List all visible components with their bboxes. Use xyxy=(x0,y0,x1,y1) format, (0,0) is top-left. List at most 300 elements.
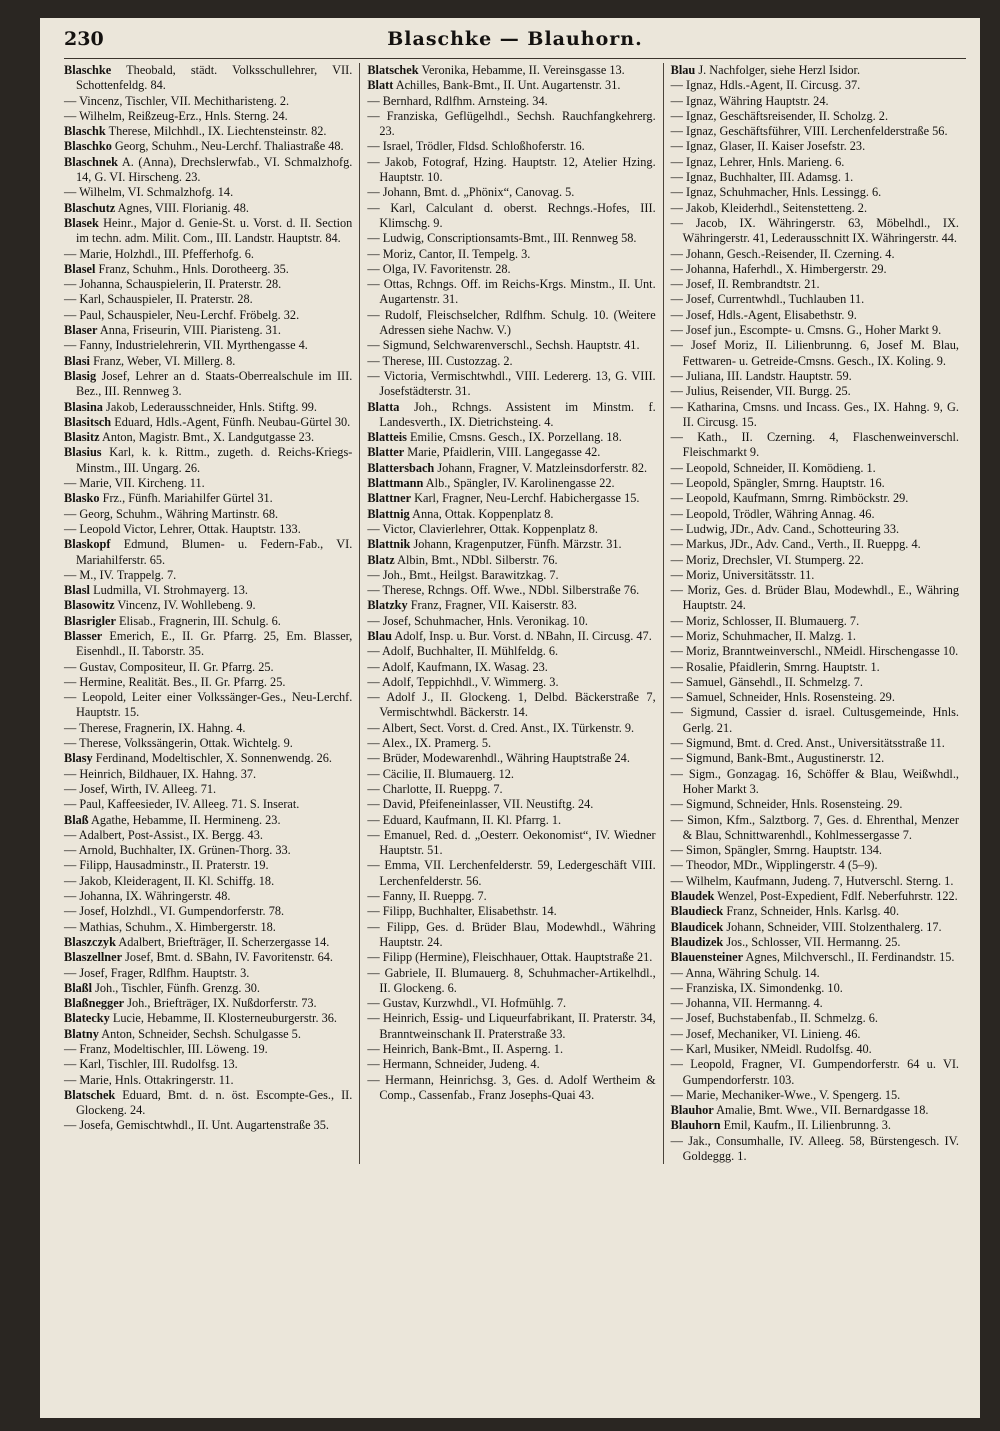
entry-surname: Blasina xyxy=(64,399,103,414)
directory-entry xyxy=(671,476,959,491)
entry-continuation-dash: — xyxy=(367,950,383,965)
entry-continuation-dash: — xyxy=(670,1087,687,1102)
entry-continuation-dash: — xyxy=(64,1072,80,1087)
entry-surname: Blattnig xyxy=(367,506,410,521)
entry-surname: Blatteis xyxy=(367,430,407,445)
entry-continuation-dash: — xyxy=(670,766,689,781)
entry-text: Ferdinand, Modeltischler, X. Sonnenwendg. 26. xyxy=(95,751,332,766)
directory-entry xyxy=(64,201,352,216)
directory-entry xyxy=(64,292,352,307)
entry-text: M., IV. Trappelg. 7. xyxy=(79,567,177,582)
entry-text: Ignaz, Geschäftsführer, VIII. Lerchenfelderstraße 56. xyxy=(686,124,948,139)
entry-surname: Blasko xyxy=(64,491,100,506)
directory-entry xyxy=(367,813,655,828)
entry-continuation-dash: — xyxy=(670,980,687,995)
directory-entry xyxy=(367,369,655,400)
directory-entry xyxy=(367,782,655,797)
entry-text: Wilhelm, Kaufmann, Judeng. 7, Hutverschl. Sterng. 1. xyxy=(685,873,954,888)
directory-entry xyxy=(671,262,959,277)
directory-entry xyxy=(367,767,655,782)
entry-continuation-dash: — xyxy=(670,460,687,475)
entry-text: Eduard, Kaufmann, II. Kl. Pfarrg. 1. xyxy=(382,812,562,827)
entry-text: Moriz, Drechsler, VI. Stumperg. 22. xyxy=(686,552,864,567)
entry-continuation-dash: — xyxy=(670,705,691,720)
entry-continuation-dash: — xyxy=(367,889,383,904)
entry-surname: Blauensteiner xyxy=(670,950,744,965)
entry-continuation-dash: — xyxy=(670,430,698,445)
entry-continuation-dash: — xyxy=(670,506,687,521)
entry-text: Heinrich, Bildhauer, IX. Hahng. 37. xyxy=(79,766,257,781)
directory-entry xyxy=(671,109,959,124)
entry-surname: Blatschek xyxy=(367,63,419,77)
entry-text: Karl, Tischler, III. Rudolfsg. 13. xyxy=(79,1057,238,1072)
directory-entry xyxy=(367,262,655,277)
entry-continuation-dash: — xyxy=(64,1057,80,1072)
entry-text: Wilhelm, Reißzeug-Erz., Hnls. Sterng. 24. xyxy=(79,108,288,123)
directory-entry xyxy=(671,63,959,78)
entry-continuation-dash: — xyxy=(64,1118,80,1133)
directory-entry xyxy=(64,124,352,139)
entry-text: Franziska, Geflügelhdl., Sechsh. Rauchfangkehrerg. 23. xyxy=(379,108,656,139)
entry-surname: Blaudieck xyxy=(670,904,724,919)
entry-surname: Blasitz xyxy=(64,430,100,445)
entry-continuation-dash: — xyxy=(64,889,80,904)
entry-text: Sigmund, Bank-Bmt., Augustinerstr. 12. xyxy=(686,751,885,766)
entry-text: Cäcilie, II. Blumauerg. 12. xyxy=(382,766,514,781)
directory-entry xyxy=(367,828,655,859)
entry-continuation-dash: — xyxy=(367,812,383,827)
entry-text: Olga, IV. Favoritenstr. 28. xyxy=(382,261,511,276)
entry-text: Karl, k. k. Rittm., zugeth. d. Reichs-Kriegs-Minstm., III. Ungarg. 26. xyxy=(76,445,353,475)
entry-continuation-dash: — xyxy=(670,736,687,751)
entry-surname: Blasrigler xyxy=(64,613,116,628)
entry-text: Karl, Schauspieler, II. Praterstr. 28. xyxy=(79,292,253,307)
directory-entry xyxy=(367,78,655,93)
directory-entry xyxy=(367,476,655,491)
entry-continuation-dash: — xyxy=(670,843,687,858)
directory-entry xyxy=(64,155,352,186)
entry-surname: Blatzky xyxy=(367,598,408,613)
directory-entry xyxy=(671,1057,959,1088)
entry-continuation-dash: — xyxy=(670,1042,687,1056)
entry-text: Moriz, Schlosser, II. Blumauerg. 7. xyxy=(686,613,860,628)
entry-text: Sigm., Gonzagag. 16, Schöffer & Blau, Weißwhdl., Hoher Markt 3. xyxy=(682,766,959,796)
entry-continuation-dash: — xyxy=(64,277,80,292)
directory-entry xyxy=(367,583,655,598)
entry-text: Franz, Schneider, Hnls. Karlsg. 40. xyxy=(726,904,900,919)
directory-entry xyxy=(367,507,655,522)
entry-surname: Blaszczyk xyxy=(64,934,116,949)
entry-text: Adolf, Buchhalter, II. Mühlfeldg. 6. xyxy=(382,644,559,659)
entry-surname: Blaszellner xyxy=(64,950,123,965)
entry-continuation-dash: — xyxy=(670,170,687,185)
entry-surname: Blatny xyxy=(64,1026,99,1041)
entry-continuation-dash: — xyxy=(367,996,383,1011)
entry-text: Agathe, Hebamme, II. Hermineng. 23. xyxy=(91,812,281,827)
directory-entry xyxy=(367,461,655,476)
entry-surname: Blaßnegger xyxy=(64,996,125,1011)
entry-text: Jakob, Fotograf, Hzing. Hauptstr. 12, Atelier Hzing. Hauptstr. 10. xyxy=(379,154,656,185)
directory-entry xyxy=(64,843,352,858)
entry-continuation-dash: — xyxy=(367,154,386,169)
entry-text: Leopold, Kaufmann, Smrng. Rimböckstr. 29. xyxy=(686,491,909,506)
entry-continuation-dash: — xyxy=(670,812,688,827)
entry-text: Jakob, Kleiderhdl., Seitenstetteng. 2. xyxy=(686,200,868,215)
entry-text: Josef, Hdls.-Agent, Elisabethstr. 9. xyxy=(686,307,857,322)
entry-text: Theodor, MDr., Wipplingerstr. 4 (5–9). xyxy=(685,858,878,873)
entry-continuation-dash: — xyxy=(670,215,696,230)
entry-continuation-dash: — xyxy=(670,154,687,169)
directory-entry xyxy=(64,139,352,154)
entry-text: Wilhelm, VI. Schmalzhofg. 14. xyxy=(79,185,234,200)
directory-entry xyxy=(64,767,352,782)
directory-entry xyxy=(367,1011,655,1042)
entry-text: Amalie, Bmt. Wwe., VII. Bernardgasse 18. xyxy=(716,1103,929,1118)
entry-continuation-dash: — xyxy=(670,108,687,123)
column-1 xyxy=(64,63,359,1164)
directory-entry xyxy=(367,920,655,951)
directory-entry xyxy=(367,797,655,812)
entry-text: Hermann, Heinrichsg. 3, Ges. d. Adolf Wertheim & Comp., Cassenfab., Franz Josephs-Quai 43. xyxy=(379,1072,656,1102)
directory-page xyxy=(40,18,980,1418)
entry-text: Filipp, Hausadminstr., II. Praterstr. 19. xyxy=(79,858,269,873)
entry-continuation-dash: — xyxy=(367,368,384,383)
entry-text: Adolf, Teppichhdl., V. Wimmerg. 3. xyxy=(382,674,559,689)
directory-entry xyxy=(671,966,959,981)
entry-text: Josef, Frager, Rdlfhm. Hauptstr. 3. xyxy=(79,965,250,980)
entry-text: Marie, Hnls. Ottakringerstr. 11. xyxy=(79,1072,234,1087)
directory-entry xyxy=(671,660,959,675)
entry-text: Adolf J., II. Glockeng. 1, Delbd. Bäckerstraße 7, Vermischtwhdl. Bäckerstr. 14. xyxy=(379,690,656,720)
entry-text: Josef, Buchstabenfab., II. Schmelzg. 6. xyxy=(686,1011,878,1026)
entry-text: Georg, Schuhm., Neu-Lerchf. Thaliastraße 48. xyxy=(114,139,344,154)
entry-text: Ignaz, Glaser, II. Kaiser Josefstr. 23. xyxy=(686,139,866,154)
entry-surname: Blattmann xyxy=(367,476,424,491)
directory-entry xyxy=(671,461,959,476)
directory-entry xyxy=(671,736,959,751)
entry-text: Jacob, IX. Währingerstr. 63, Möbelhdl., IX. Währingerstr. 41, Lederausschnitt IX. Währingerstr. 44. xyxy=(682,215,959,246)
entry-continuation-dash: — xyxy=(64,93,80,108)
entry-text: Ignaz, Hdls.-Agent, II. Circusg. 37. xyxy=(686,78,861,93)
directory-entry xyxy=(64,1088,352,1119)
entry-text: Heinrich, Bank-Bmt., II. Asperng. 1. xyxy=(382,1042,564,1056)
entry-continuation-dash: — xyxy=(670,613,687,628)
entry-continuation-dash: — xyxy=(367,583,383,598)
entry-text: Franz, Weber, VI. Millerg. 8. xyxy=(93,353,236,368)
entry-text: Josef, Lehrer an d. Staats-Oberrealschule im III. Bez., III. Rennweg 3. xyxy=(76,368,353,399)
entry-continuation-dash: — xyxy=(64,965,80,980)
directory-entry xyxy=(64,690,352,721)
entry-continuation-dash: — xyxy=(670,567,687,582)
entry-text: Elisab., Fragnerin, III. Schulg. 6. xyxy=(119,613,281,628)
directory-entry xyxy=(671,858,959,873)
entry-text: Charlotte, II. Rueppg. 7. xyxy=(382,781,503,796)
directory-entry xyxy=(64,598,352,613)
entry-text: Lucie, Hebamme, II. Klosterneuburgerstr. 36. xyxy=(112,1011,337,1026)
directory-entry xyxy=(64,889,352,904)
entry-continuation-dash: — xyxy=(670,124,687,139)
directory-entry xyxy=(367,996,655,1011)
directory-entry xyxy=(367,231,655,246)
entry-text: Simon, Kfm., Salztborg. 7, Ges. d. Ehrenthal, Menzer & Blau, Schnittwarenhdl., Kohlmessergasse 7. xyxy=(682,812,959,842)
entry-text: Paul, Kaffeesieder, IV. Alleeg. 71. S. Inserat. xyxy=(79,797,300,812)
entry-text: Albin, Bmt., NDbl. Silberstr. 76. xyxy=(397,552,558,567)
directory-entry xyxy=(64,568,352,583)
entry-text: Josef Moriz, II. Lilienbrunng. 6, Josef M. Blau, Fettwaren- u. Getreide-Cmsns. Gesch., IX. Koling. 9. xyxy=(682,338,959,368)
entry-surname: Blatschek xyxy=(64,1087,116,1102)
directory-entry xyxy=(367,889,655,904)
entry-continuation-dash: — xyxy=(367,338,383,353)
entry-text: Therese, III. Custozzag. 2. xyxy=(382,353,513,368)
entry-continuation-dash: — xyxy=(367,858,385,873)
entry-continuation-dash: — xyxy=(670,690,687,705)
entry-continuation-dash: — xyxy=(670,583,688,598)
entry-text: Israel, Trödler, Fldsd. Schloßhoferstr. 16. xyxy=(382,139,585,154)
entry-continuation-dash: — xyxy=(670,521,687,536)
entry-text: Moriz, Ges. d. Brüder Blau, Modewhdl., E., Währing Hauptstr. 24. xyxy=(682,583,959,613)
entry-text: Filipp (Hermine), Fleischhauer, Ottak. Hauptstraße 21. xyxy=(382,950,653,965)
entry-text: Therese, Milchhdl., IX. Liechtensteinstr. 82. xyxy=(108,124,327,139)
directory-entry xyxy=(671,201,959,216)
directory-entry xyxy=(671,369,959,384)
directory-entry xyxy=(64,308,352,323)
entry-text: Albert, Sect. Vorst. d. Cred. Anst., IX. Türkenstr. 9. xyxy=(382,720,635,735)
entry-text: Adolf, Kaufmann, IX. Wasag. 23. xyxy=(382,659,548,674)
directory-entry xyxy=(671,78,959,93)
entry-continuation-dash: — xyxy=(64,904,80,919)
entry-text: Johanna, Schauspielerin, II. Praterstr. 28. xyxy=(79,277,282,292)
entry-continuation-dash: — xyxy=(670,659,687,674)
directory-entry xyxy=(367,644,655,659)
directory-entry xyxy=(64,415,352,430)
entry-text: Ludmilla, VI. Strohmayerg. 13. xyxy=(93,583,249,598)
directory-entry xyxy=(367,522,655,537)
entry-text: Kath., II. Czerning. 4, Flaschenweinverschl. Fleischmarkt 9. xyxy=(682,430,959,460)
entry-text: Gustav, Compositeur, II. Gr. Pfarrg. 25. xyxy=(79,659,274,674)
entry-continuation-dash: — xyxy=(670,751,687,766)
entry-surname: Blatta xyxy=(367,399,400,414)
entry-continuation-dash: — xyxy=(64,690,83,705)
entry-text: Franz, Modeltischler, III. Löweng. 19. xyxy=(79,1042,268,1056)
entry-text: Anna, Ottak. Koppenplatz 8. xyxy=(412,506,554,521)
directory-entry xyxy=(367,354,655,369)
directory-entry xyxy=(64,981,352,996)
column-3 xyxy=(663,63,966,1164)
directory-entry xyxy=(671,629,959,644)
entry-continuation-dash: — xyxy=(367,659,383,674)
entry-continuation-dash: — xyxy=(367,674,383,689)
entry-text: Victoria, Vermischtwhdl., VIII. Ledererg. 13, G. VIII. Josefstädterstr. 31. xyxy=(379,368,656,399)
entry-continuation-dash: — xyxy=(670,1133,689,1148)
entry-surname: Blaschko xyxy=(64,139,112,154)
entry-text: Heinrich, Essig- und Liqueurfabrikant, II. Praterstr. 34, Branntweinschank II. Praterstraße 33. xyxy=(379,1011,656,1041)
entry-continuation-dash: — xyxy=(64,858,80,873)
entry-text: Adalbert, Briefträger, II. Scherzergasse 14. xyxy=(118,934,330,949)
entry-continuation-dash: — xyxy=(670,93,687,108)
directory-entry xyxy=(64,813,352,828)
directory-entry xyxy=(367,139,655,154)
entry-continuation-dash: — xyxy=(64,246,80,261)
entry-text: Anna, Währing Schulg. 14. xyxy=(685,965,820,980)
directory-entry xyxy=(64,369,352,400)
entry-continuation-dash: — xyxy=(367,919,387,934)
entry-text: Vincenz, IV. Wohllebeng. 9. xyxy=(117,598,256,613)
entry-text: Achilles, Bank-Bmt., II. Unt. Augartenstr. 31. xyxy=(395,78,621,93)
entry-text: Johanna, IX. Währingerstr. 48. xyxy=(79,889,231,904)
entry-surname: Blau xyxy=(670,63,696,77)
directory-entry xyxy=(64,354,352,369)
entry-surname: Blau xyxy=(367,628,392,643)
directory-entry xyxy=(671,690,959,705)
entry-continuation-dash: — xyxy=(670,674,687,689)
directory-entry xyxy=(64,950,352,965)
entry-text: Ignaz, Buchhalter, III. Adamsg. 1. xyxy=(686,170,854,185)
directory-entry xyxy=(671,675,959,690)
entry-text: Sigmund, Bmt. d. Cred. Anst., Universitätsstraße 11. xyxy=(686,736,945,751)
entry-continuation-dash: — xyxy=(670,996,687,1011)
directory-entry xyxy=(367,690,655,721)
entry-surname: Blaskopf xyxy=(64,537,111,552)
entry-continuation-dash: — xyxy=(367,246,383,261)
entry-text: Samuel, Schneider, Hnls. Rosensteing. 29. xyxy=(686,690,895,705)
entry-continuation-dash: — xyxy=(670,873,686,888)
entry-continuation-dash: — xyxy=(64,292,80,307)
entry-text: Arnold, Buchhalter, IX. Grünen-Thorg. 33. xyxy=(78,843,291,858)
directory-entry xyxy=(367,1073,655,1104)
directory-entry xyxy=(64,63,352,94)
entry-surname: Blaser xyxy=(64,323,98,338)
entry-continuation-dash: — xyxy=(64,307,80,322)
entry-surname: Blattner xyxy=(367,491,412,506)
entry-continuation-dash: — xyxy=(670,368,687,383)
directory-entry xyxy=(64,751,352,766)
entry-continuation-dash: — xyxy=(64,476,80,491)
directory-entry xyxy=(367,629,655,644)
directory-entry xyxy=(367,430,655,445)
directory-entry xyxy=(671,981,959,996)
entry-continuation-dash: — xyxy=(64,567,80,582)
directory-entry xyxy=(367,185,655,200)
entry-continuation-dash: — xyxy=(367,353,383,368)
entry-surname: Blasig xyxy=(64,368,97,383)
directory-entry xyxy=(367,491,655,506)
entry-text: Ludwig, JDr., Adv. Cand., Schotteuring 33. xyxy=(686,521,900,536)
directory-entry xyxy=(64,797,352,812)
entry-text: Emanuel, Red. d. „Oesterr. Oekonomist“, IV. Wiedner Hauptstr. 51. xyxy=(379,827,656,858)
entry-text: Anton, Magistr. Bmt., X. Landgutgasse 23. xyxy=(101,430,315,445)
directory-entry xyxy=(64,1057,352,1072)
entry-continuation-dash: — xyxy=(64,736,80,751)
entry-text: Katharina, Cmsns. und Incass. Ges., IX. Hahng. 9, G. II. Circusg. 15. xyxy=(682,399,959,429)
entry-text: Moriz, Branntweinverschl., NMeidl. Hirschengasse 10. xyxy=(686,644,959,659)
entry-text: Adalbert, Post-Assist., IX. Bergg. 43. xyxy=(78,827,263,842)
directory-entry xyxy=(64,1042,352,1057)
entry-text: Emma, VII. Lerchenfelderstr. 59, Ledergeschäft VIII. Lerchenfelderstr. 56. xyxy=(379,858,656,888)
entry-continuation-dash: — xyxy=(367,690,387,705)
directory-entry xyxy=(671,292,959,307)
entry-text: Rudolf, Fleischselcher, Rdlfhm. Schulg. 10. (Weitere Adressen siehe Nachw. V.) xyxy=(379,307,656,338)
directory-entry xyxy=(64,721,352,736)
entry-text: Johann, Kragenputzer, Fünfh. Märzstr. 31. xyxy=(413,537,622,552)
entry-continuation-dash: — xyxy=(670,858,686,873)
directory-entry xyxy=(671,400,959,431)
entry-text: Vincenz, Tischler, VII. Mechitharisteng. 2. xyxy=(79,93,290,108)
entry-text: Markus, JDr., Adv. Cand., Verth., II. Rueppg. 4. xyxy=(686,537,921,552)
directory-entry xyxy=(64,966,352,981)
directory-entry xyxy=(671,323,959,338)
entry-surname: Blattnik xyxy=(367,537,411,552)
entry-text: Johann, Schneider, VIII. Stolzenthalerg. 17. xyxy=(726,919,942,934)
entry-continuation-dash: — xyxy=(367,200,391,215)
entry-text: Eduard, Bmt. d. n. öst. Escompte-Ges., II. Glockeng. 24. xyxy=(76,1087,353,1118)
entry-text: Johanna, VII. Hermanng. 4. xyxy=(686,996,823,1011)
directory-entry xyxy=(367,1042,655,1057)
entry-text: Ignaz, Lehrer, Hnls. Marieng. 6. xyxy=(686,154,845,169)
entry-text: Theobald, städt. Volksschullehrer, VII. Schottenfeldg. 84. xyxy=(76,63,353,93)
entry-text: Marie, Pfaidlerin, VIII. Langegasse 42. xyxy=(407,445,601,460)
directory-entry xyxy=(64,583,352,598)
entry-text: Marie, Holzhdl., III. Pfefferhofg. 6. xyxy=(79,246,254,261)
entry-continuation-dash: — xyxy=(64,720,80,735)
directory-entry xyxy=(367,537,655,552)
directory-entry xyxy=(671,1103,959,1118)
entry-continuation-dash: — xyxy=(64,919,80,934)
entry-continuation-dash: — xyxy=(670,277,687,292)
entry-text: Veronika, Hebamme, II. Vereinsgasse 13. xyxy=(421,63,625,77)
entry-text: Filipp, Ges. d. Brüder Blau, Modewhdl., Währing Hauptstr. 24. xyxy=(379,919,656,949)
entry-text: Johanna, Haferhdl., X. Himbergerstr. 29. xyxy=(686,261,887,276)
directory-entry xyxy=(671,170,959,185)
directory-entry xyxy=(671,843,959,858)
entry-surname: Blaudicek xyxy=(670,919,724,934)
directory-entry xyxy=(671,1088,959,1103)
entry-continuation-dash: — xyxy=(367,108,387,123)
entry-text: Agnes, Milchverschl., II. Ferdinandstr. 15. xyxy=(745,950,955,965)
directory-entry xyxy=(671,277,959,292)
entry-continuation-dash: — xyxy=(670,261,687,276)
directory-entry xyxy=(671,614,959,629)
entry-continuation-dash: — xyxy=(367,797,383,812)
directory-entry xyxy=(671,1118,959,1133)
entry-text: Karl, Fragner, Neu-Lerchf. Habichergasse 15. xyxy=(414,491,640,506)
entry-text: Rosalie, Pfaidlerin, Smrng. Hauptstr. 1. xyxy=(686,659,880,674)
entry-text: Sigmund, Schneider, Hnls. Rosensteing. 29. xyxy=(686,797,903,812)
directory-entry xyxy=(64,935,352,950)
entry-continuation-dash: — xyxy=(670,307,687,322)
entry-continuation-dash: — xyxy=(367,277,384,292)
entry-continuation-dash: — xyxy=(670,200,687,215)
directory-entry xyxy=(367,660,655,675)
entry-surname: Blatt xyxy=(367,78,394,93)
directory-entry xyxy=(367,94,655,109)
entry-text: Leopold, Spängler, Smrng. Hauptstr. 16. xyxy=(686,476,885,491)
entry-continuation-dash: — xyxy=(64,873,80,888)
entry-continuation-dash: — xyxy=(367,736,383,751)
entry-continuation-dash: — xyxy=(670,1026,687,1041)
entry-surname: Blatz xyxy=(367,552,395,567)
entry-text: Johann, Gesch.-Reisender, II. Czerning. 4. xyxy=(686,246,895,261)
entry-surname: Blaudek xyxy=(670,889,715,904)
entry-continuation-dash: — xyxy=(64,827,79,842)
directory-entry xyxy=(367,614,655,629)
directory-entry xyxy=(367,400,655,431)
directory-entry xyxy=(671,507,959,522)
entry-text: Fanny, II. Rueppg. 7. xyxy=(382,889,487,904)
directory-entry xyxy=(367,721,655,736)
entry-text: Gustav, Kurzwhdl., VI. Hofmühlg. 7. xyxy=(382,996,567,1011)
directory-entry xyxy=(367,277,655,308)
entry-text: Ignaz, Währing Hauptstr. 24. xyxy=(686,93,829,108)
